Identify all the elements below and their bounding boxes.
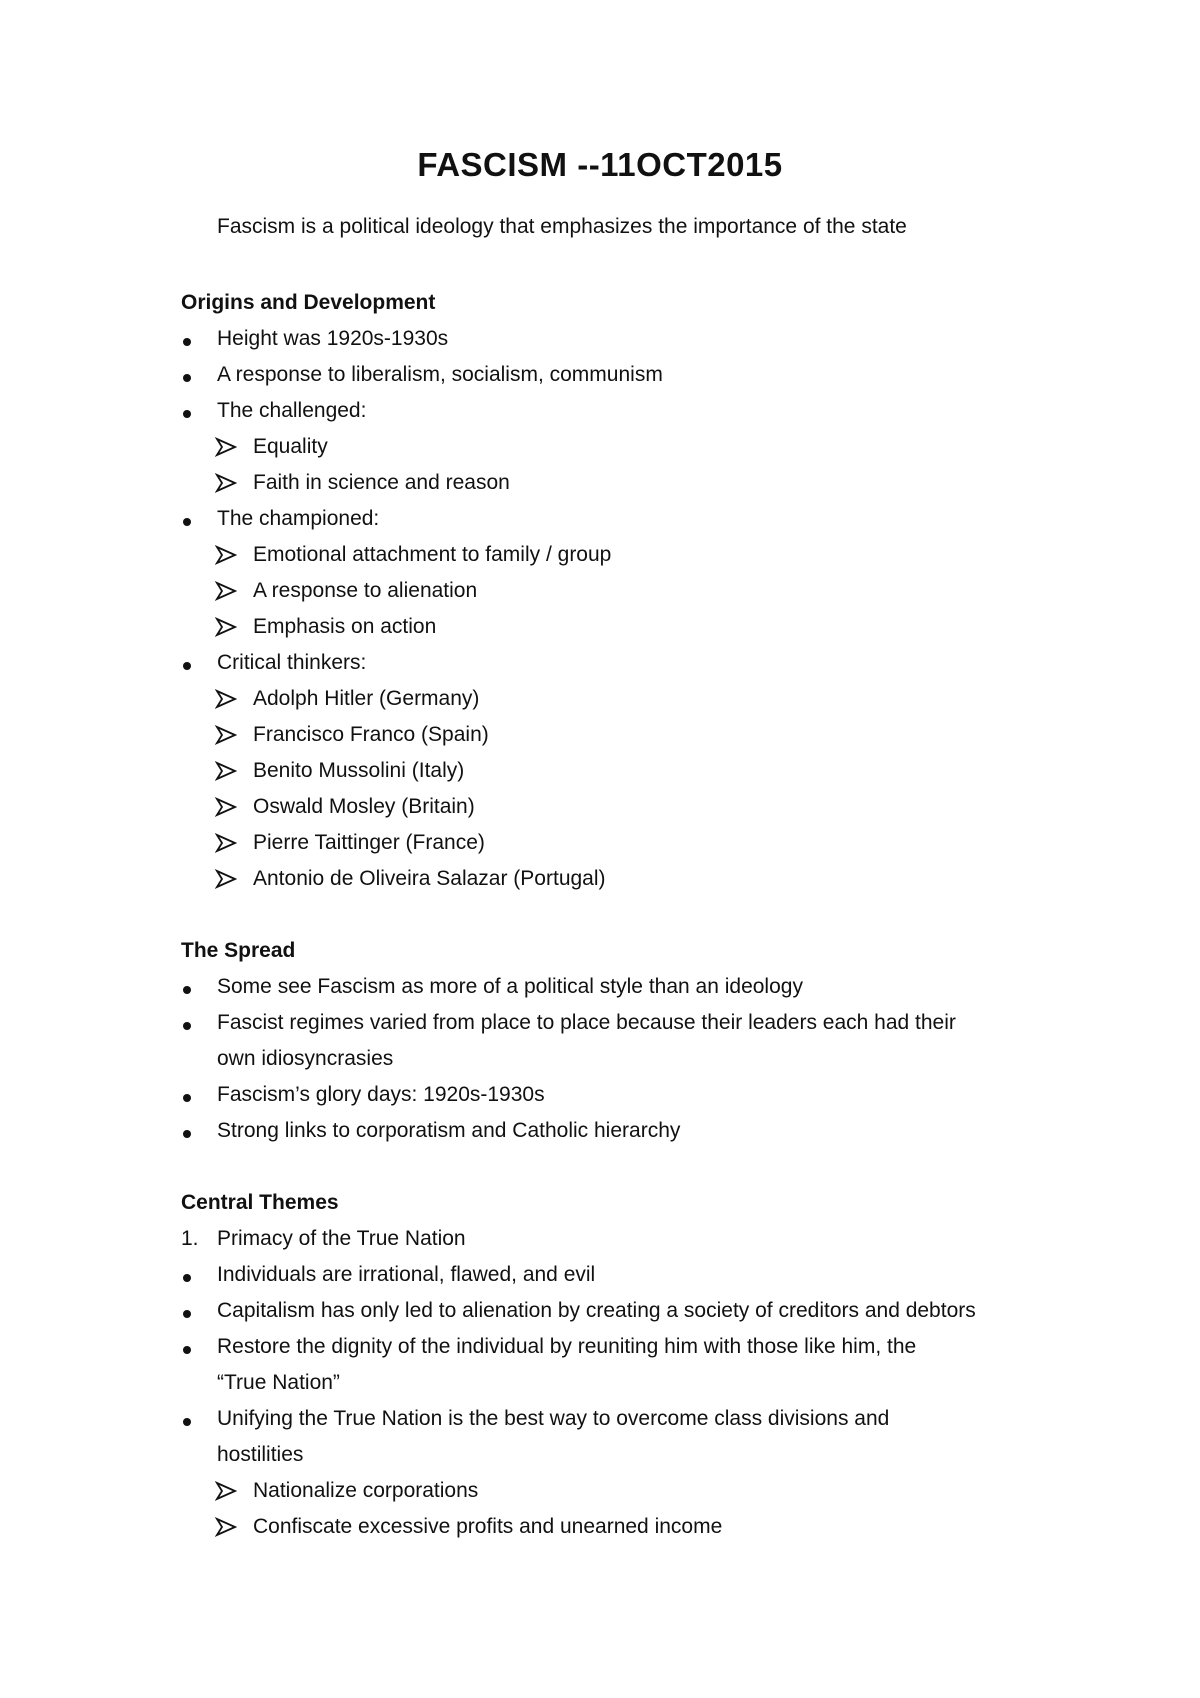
sub-list-item: Equality xyxy=(253,435,328,458)
arrow-bullet-icon xyxy=(215,760,237,782)
arrow-bullet-icon xyxy=(215,472,237,494)
section-heading-origins: Origins and Development xyxy=(181,291,436,314)
list-item: Fascism’s glory days: 1920s-1930s xyxy=(217,1083,545,1106)
bullet-icon xyxy=(183,1274,191,1282)
list-item: Strong links to corporatism and Catholic hierarchy xyxy=(217,1119,681,1142)
bullet-icon xyxy=(183,518,191,526)
bullet-icon xyxy=(183,1094,191,1102)
list-item: The challenged: xyxy=(217,399,367,422)
bullet-icon xyxy=(183,374,191,382)
list-item: Some see Fascism as more of a political style than an ideology xyxy=(217,975,803,998)
sub-list-item: Benito Mussolini (Italy) xyxy=(253,759,465,782)
section-heading-spread: The Spread xyxy=(181,939,296,962)
list-item-continuation: “True Nation” xyxy=(217,1371,340,1394)
arrow-bullet-icon xyxy=(215,1480,237,1502)
list-item: Fascist regimes varied from place to place because their leaders each had their xyxy=(217,1011,956,1034)
section-heading-themes: Central Themes xyxy=(181,1191,339,1214)
numbered-item: Primacy of the True Nation xyxy=(217,1227,466,1250)
bullet-icon xyxy=(183,662,191,670)
list-item: Restore the dignity of the individual by reuniting him with those like him, the xyxy=(217,1335,917,1358)
list-item-continuation: hostilities xyxy=(217,1443,304,1466)
sub-list-item: Oswald Mosley (Britain) xyxy=(253,795,475,818)
sub-list-item: Emotional attachment to family / group xyxy=(253,543,612,566)
sub-list-item: Pierre Taittinger (France) xyxy=(253,831,485,854)
arrow-bullet-icon xyxy=(215,868,237,890)
list-item-continuation: own idiosyncrasies xyxy=(217,1047,394,1070)
list-item: Critical thinkers: xyxy=(217,651,367,674)
bullet-icon xyxy=(183,410,191,418)
sub-list-item: A response to alienation xyxy=(253,579,478,602)
list-item: Individuals are irrational, flawed, and evil xyxy=(217,1263,596,1286)
arrow-bullet-icon xyxy=(215,580,237,602)
intro-paragraph: Fascism is a political ideology that emphasizes the importance of the state xyxy=(217,215,907,238)
sub-list-item: Adolph Hitler (Germany) xyxy=(253,687,480,710)
bullet-icon xyxy=(183,1022,191,1030)
sub-list-item: Francisco Franco (Spain) xyxy=(253,723,489,746)
arrow-bullet-icon xyxy=(215,688,237,710)
bullet-icon xyxy=(183,1130,191,1138)
arrow-bullet-icon xyxy=(215,796,237,818)
list-item: Height was 1920s-1930s xyxy=(217,327,449,350)
arrow-bullet-icon xyxy=(215,616,237,638)
bullet-icon xyxy=(183,986,191,994)
list-item: The championed: xyxy=(217,507,380,530)
bullet-icon xyxy=(183,1310,191,1318)
list-item: Unifying the True Nation is the best way to overcome class divisions and xyxy=(217,1407,890,1430)
arrow-bullet-icon xyxy=(215,1516,237,1538)
bullet-icon xyxy=(183,338,191,346)
arrow-bullet-icon xyxy=(215,436,237,458)
bullet-icon xyxy=(183,1346,191,1354)
arrow-bullet-icon xyxy=(215,724,237,746)
sub-list-item: Nationalize corporations xyxy=(253,1479,479,1502)
bullet-icon xyxy=(183,1418,191,1426)
sub-list-item: Antonio de Oliveira Salazar (Portugal) xyxy=(253,867,606,890)
list-item: A response to liberalism, socialism, communism xyxy=(217,363,663,386)
sub-list-item: Emphasis on action xyxy=(253,615,437,638)
list-item: Capitalism has only led to alienation by creating a society of creditors and debtors xyxy=(217,1299,976,1322)
document-title: FASCISM --11OCT2015 xyxy=(417,146,783,183)
arrow-bullet-icon xyxy=(215,544,237,566)
sub-list-item: Faith in science and reason xyxy=(253,471,510,494)
list-number: 1. xyxy=(181,1227,199,1250)
arrow-bullet-icon xyxy=(215,832,237,854)
sub-list-item: Confiscate excessive profits and unearned income xyxy=(253,1515,723,1538)
